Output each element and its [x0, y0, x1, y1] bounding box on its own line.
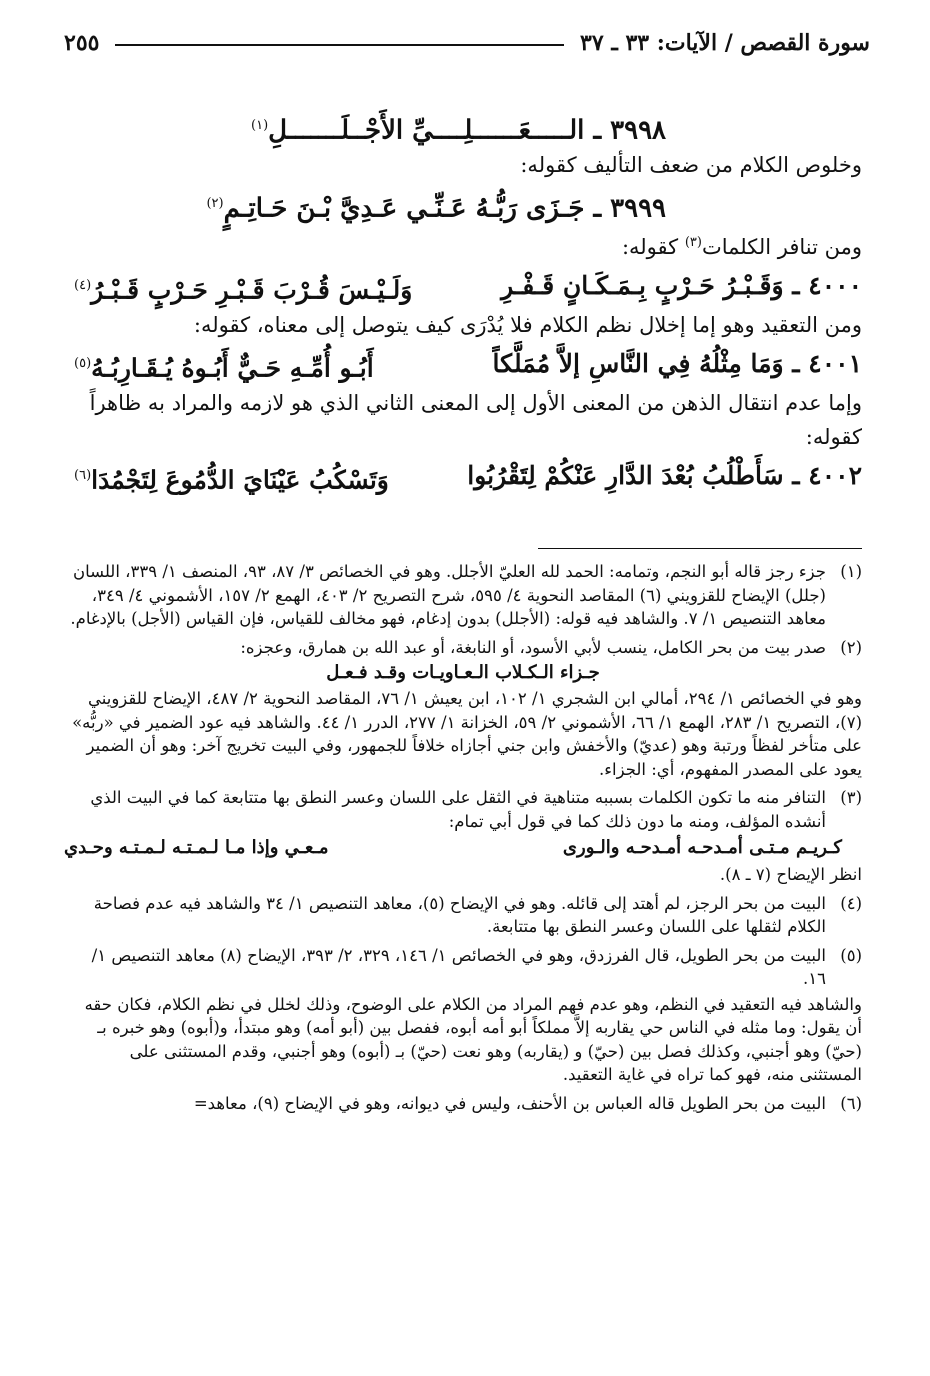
main-text [64, 104, 862, 498]
footnote-3-first-hemistich: كـريـم مـتـى أمـدحـه أمـدحـه والـورى [562, 837, 842, 858]
verse-4002-second-hemistich: وَتَسْكُبُ عَيْنَايَ الدُّمُوعَ لِتَجْمُدَا [91, 465, 389, 495]
verse-3999 [64, 182, 862, 226]
footnote-2 [64, 636, 862, 660]
paragraph-dissonance-b: كقوله: [621, 235, 685, 259]
footnote-3-continuation: انظر الإيضاح (٧ ـ ٨). [719, 865, 862, 884]
footnote-text: صدر بيت من بحر الكامل، ينسب لأبي الأسود، أو النابغة، أو عبد الله بن همارق، وعجزه: [240, 637, 826, 657]
footnote-ref-1[interactable]: (١) [251, 118, 269, 133]
footnote-3 [64, 786, 862, 833]
verse-4001 [64, 342, 862, 386]
footnote-5-continuation: والشاهد فيه التعقيد في النظم، وهو عدم فهم المراد من الكلام على الوضوح، وذلك لخلل في نظم الكلام، فكان حقه أن يقول: وما مثله في الناس حي يقاربه إلاَّ مملكاً أبو أمه أبوه، ففصل بين (أبو أمه) وهو مبتدأ، و(أبوه) وهو خبره بـ (حيّ) وهو أجنبي، وكذلك فصل بين (حيّ) و (يقاربه) وهو نعت (حيّ) بـ (أبوه) وهو أجنبي، وقدم المستثنى على المستثنى منه، فهو كما تراه في غاية التعقيد. [84, 994, 862, 1084]
footnote-ref-3[interactable]: (٣) [684, 235, 702, 250]
footnote-text: التنافر منه ما تكون الكلمات بسببه متناهية في الثقل على اللسان وعسر النطق بها متتابعة كما في البيت الذي أنشده المؤلف، ومنه ما دون ذلك كما في قول أبي تمام: [90, 788, 826, 831]
footnote-3-verse [64, 833, 862, 863]
footnote-text: جزء رجز قاله أبو النجم، وتمامه: الحمد لله العليّ الأجلل. وهو في الخصائص ٣/ ٨٧، ٩٣، المنصف ١/ ٣٣٩، اللسان (جلل) الإيضاح للقزويني (٦) المقاصد النحوية ٤/ ٥٩٥، شرح التصريح ٢/ ٤٠٣، الهمع ٢/ ١٥٧، الأشموني ٤/ ٣٤٩، معاهد التنصيص ١/ ٧. والشاهد فيه قوله: (الأجلل) بدون إدغام، فهو مخالف للقياس، فإن القياس (الأجل) بالإدغام. [70, 562, 826, 628]
verse-4000 [64, 264, 862, 308]
footnote-number: (٣) [840, 788, 862, 807]
footnote-4 [64, 892, 862, 939]
footnote-ref-6[interactable]: (٦) [74, 468, 92, 483]
footnote-ref-2[interactable]: (٢) [206, 196, 224, 211]
verse-3998-text: ٣٩٩٨ ـ الـــــعَــــــلِــــيِّ الأَجْــلَـــــــلِ [268, 115, 666, 146]
footnote-number: (٦) [840, 1093, 862, 1113]
footnote-number: (٤) [840, 893, 862, 913]
page-number: ٢٥٥ [64, 30, 100, 56]
footnote-3-second-hemistich: مـعـي وإذا مـا لـمـتـه لـمـتـه وحـدي [64, 837, 329, 858]
paragraph-dissonance-a: ومن تنافر الكلمات [701, 235, 862, 259]
verse-4002 [64, 454, 862, 498]
header-title: سورة القصص / الآيات: ٣٣ ـ ٣٧ [580, 30, 870, 56]
footnote-2-continuation: وهو في الخصائص ١/ ٢٩٤، أمالي ابن الشجري ١/ ١٠٢، ابن يعيش ١/ ٧٦، المقاصد النحوية ٢/ ٤٨٧، الإيضاح للقزويني (٧)، التصريح ١/ ٢٨٣، الهمع ١/ ٦٦، الأشموني ٢/ ٥٩، الخزانة ١/ ٢٧٧، الدرر ١/ ٤٤. والشاهد فيه عود الضمير في «ربُّه» على متأخر لفظاً ورتبة وهو (عديّ) والأخفش وابن جني أجازاه خلافاً للجمهور، وفي البيت تخريج آخر: وهو أن الضمير يعود على المصدر المفهوم، أي: الجزاء. [72, 689, 862, 779]
paragraph-transition: وإما عدم انتقال الذهن من المعنى الأول إلى المعنى الثاني الذي هو لازمه والمراد به ظاهراً كقوله: [89, 391, 862, 449]
verse-4001-first-hemistich: ٤٠٠١ ـ وَمَا مِثْلُهُ فِي النَّاسِ إلاَّ مُمَلَّكاً [492, 349, 862, 378]
verse-4000-first-hemistich: ٤٠٠٠ ـ وَقَـبْـرُ حَـرْبٍ بِـمَـكَـانٍ قَـفْـرِ [501, 271, 862, 300]
footnote-text: البيت من بحر الطويل، قال الفرزدق، وهو في الخصائص ١/ ١٤٦، ٣٢٩، ٢/ ٣٩٣، الإيضاح (٨) معاهد التنصيص ١/ ١٦. [91, 945, 826, 988]
verse-4002-second-hemistich-wrap [64, 454, 389, 498]
running-header [64, 30, 870, 56]
verse-4001-second-hemistich-wrap [64, 342, 374, 386]
footnote-6 [64, 1092, 862, 1116]
footnote-separator [538, 548, 862, 549]
header-rule [115, 44, 564, 46]
verse-4001-second-hemistich: أَبُـو أُمِّـهِ حَـيٌّ أَبُـوهُ يُـقَـارِبُـهُ [91, 353, 374, 383]
verse-3998 [64, 104, 862, 148]
footnote-1 [64, 560, 862, 631]
verse-3999-text: ٣٩٩٩ ـ جَـزَى رَبُّـهُ عَـنِّـي عَـدِيَّ بْـنَ حَـاتِـمٍ [223, 193, 666, 224]
footnotes [64, 560, 862, 1120]
footnote-2-verse: جـزاء الـكـلاب الـعـاويـات وقـد فـعـل [326, 662, 600, 683]
footnote-text: البيت من بحر الطويل قاله العباس بن الأحنف، وليس في ديوانه، وهو في الإيضاح (٩)، معاهد= [193, 1093, 826, 1113]
footnote-ref-5[interactable]: (٥) [74, 356, 92, 371]
verse-4000-second-hemistich: وَلَـيْـسَ قُـرْبَ قَـبْـرِ حَـرْبٍ قَـبْـرُ [91, 275, 413, 305]
footnote-text: البيت من بحر الرجز، لم أهتد إلى قائله. وهو في الإيضاح (٥)، معاهد التنصيص ١/ ٣٤ والشاهد فيه عدم فصاحة الكلام لثقلها على اللسان وعسر النطق بها متتابعة. [93, 893, 826, 936]
footnote-number: (٢) [840, 637, 862, 657]
footnote-number: (١) [840, 562, 862, 581]
footnote-ref-4[interactable]: (٤) [74, 278, 92, 293]
footnote-5 [64, 944, 862, 991]
verse-4000-second-hemistich-wrap [64, 264, 412, 308]
paragraph-complexity: ومن التعقيد وهو إما إخلال نظم الكلام فلا يُدْرَى كيف يتوصل إلى معناه، كقوله: [193, 313, 862, 337]
paragraph-weakness: وخلوص الكلام من ضعف التأليف كقوله: [520, 153, 862, 177]
footnote-number: (٥) [840, 945, 862, 965]
paragraph-dissonance [64, 226, 862, 264]
verse-4002-first-hemistich: ٤٠٠٢ ـ سَأَطْلُبُ بُعْدَ الدَّارِ عَنْكُمْ لِتَقْرُبُوا [467, 461, 862, 490]
